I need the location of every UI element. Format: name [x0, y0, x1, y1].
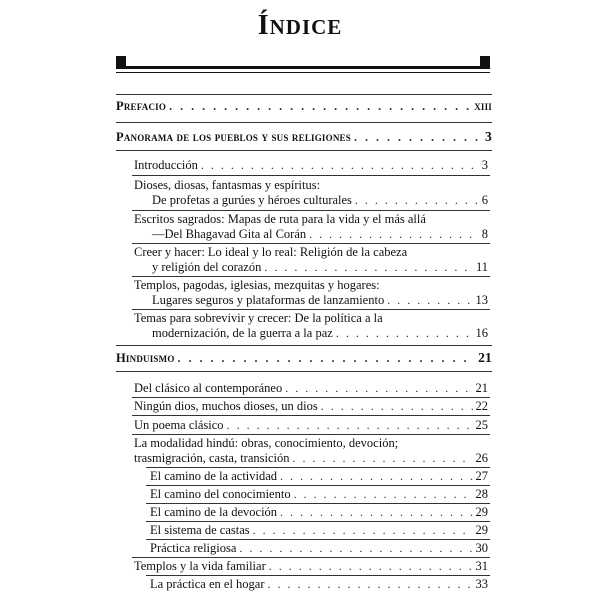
- toc-entry[interactable]: De profetas a gurúes y héroes culturales . . . 6: [152, 193, 488, 208]
- entry-divider: [146, 485, 490, 486]
- entry-divider: [132, 210, 490, 211]
- entry-divider: [146, 503, 490, 504]
- toc-entry-line1: La modalidad hindú: obras, conocimiento, devoción;: [134, 436, 399, 450]
- entry-title: Panorama de los pueblos y sus religiones: [116, 130, 351, 144]
- toc-entry-line1: Templos, pagodas, iglesias, mezquitas y hogares:: [134, 278, 380, 292]
- section-divider: [116, 345, 492, 346]
- dot-leader: [336, 326, 473, 341]
- dot-leader: [355, 193, 479, 208]
- dot-leader: [239, 541, 472, 556]
- toc-entry-hinduismo[interactable]: [116, 350, 492, 366]
- entry-page: xiii: [474, 98, 492, 113]
- title-rest: NDICE: [269, 15, 343, 39]
- dot-leader: [169, 99, 471, 114]
- dot-leader: [253, 523, 473, 538]
- dot-leader: [280, 505, 472, 520]
- toc-entry[interactable]: Lugares seguros y plataformas de lanzamiento . . . 13: [152, 293, 488, 308]
- section-divider: [116, 371, 492, 372]
- dot-leader: [264, 260, 473, 275]
- entry-divider: [146, 539, 490, 540]
- dot-leader: [178, 351, 476, 366]
- dot-leader: [294, 487, 473, 502]
- toc-entry[interactable]: El camino de la actividad . . . 27: [150, 469, 488, 484]
- entry-divider: [146, 575, 490, 576]
- toc-entry[interactable]: trasmigración, casta, transición . . . 26: [134, 451, 488, 466]
- toc-entry-prefacio[interactable]: [116, 98, 492, 114]
- toc-entry[interactable]: y religión del corazón . . . 11: [152, 260, 488, 275]
- toc-entry[interactable]: El sistema de castas . . . 29: [150, 523, 488, 538]
- dot-leader: [285, 381, 472, 396]
- entry-title: Prefacio: [116, 99, 167, 113]
- toc-entry[interactable]: Del clásico al contemporáneo . . . 21: [134, 381, 488, 396]
- toc-entry[interactable]: El camino de la devoción . . . 29: [150, 505, 488, 520]
- entry-divider: [132, 175, 490, 176]
- title-initial: Í: [257, 10, 270, 41]
- dot-leader: [227, 418, 473, 433]
- entry-divider: [132, 309, 490, 310]
- toc-entry-line1: Escritos sagrados: Mapas de ruta para la vida y el más allá: [134, 212, 426, 226]
- entry-divider: [132, 415, 490, 416]
- section-divider: [116, 122, 492, 123]
- toc-entry[interactable]: Ningún dios, muchos dioses, un dios . . . 22: [134, 399, 488, 414]
- dot-leader: [309, 227, 479, 242]
- section-divider: [116, 94, 492, 95]
- entry-divider: [132, 276, 490, 277]
- toc-entry[interactable]: Introducción . . . 3: [134, 158, 488, 173]
- entry-divider: [146, 467, 490, 468]
- toc-entry-line1: Creer y hacer: Lo ideal y lo real: Religión de la cabeza: [134, 245, 408, 259]
- entry-page: 21: [478, 350, 492, 365]
- toc-entry[interactable]: Templos y la vida familiar . . . 31: [134, 559, 488, 574]
- toc-entry[interactable]: El camino del conocimiento . . . 28: [150, 487, 488, 502]
- rule-square-right: [480, 56, 490, 66]
- section-divider: [116, 150, 492, 151]
- page-title: [0, 10, 600, 42]
- toc-entry[interactable]: modernización, de la guerra a la paz . . . 16: [152, 326, 488, 341]
- dot-leader: [354, 130, 482, 145]
- rule-square-left: [116, 56, 126, 66]
- toc-entry-panorama[interactable]: [116, 129, 492, 145]
- entry-page: 3: [485, 129, 492, 144]
- entry-divider: [146, 521, 490, 522]
- rule-thick-bar: [116, 66, 490, 69]
- dot-leader: [201, 158, 479, 173]
- entry-title: Hinduismo: [116, 351, 175, 365]
- toc-entry-line1: Dioses, diosas, fantasmas y espíritus:: [134, 178, 321, 192]
- dot-leader: [321, 399, 473, 414]
- dot-leader: [268, 577, 473, 592]
- toc-entry[interactable]: La práctica en el hogar . . . 33: [150, 577, 488, 592]
- entry-divider: [132, 557, 490, 558]
- toc-entry-line1: Temas para sobrevivir y crecer: De la política a la: [134, 311, 383, 325]
- toc-entry[interactable]: Un poema clásico . . . 25: [134, 418, 488, 433]
- dot-leader: [293, 451, 473, 466]
- entry-divider: [132, 243, 490, 244]
- rule-thin-bar: [116, 72, 490, 73]
- entry-divider: [132, 397, 490, 398]
- dot-leader: [280, 469, 472, 484]
- toc-entry[interactable]: Práctica religiosa . . . 30: [150, 541, 488, 556]
- entry-divider: [132, 434, 490, 435]
- dot-leader: [269, 559, 473, 574]
- dot-leader: [387, 293, 472, 308]
- title-rule: [116, 56, 490, 80]
- toc-entry[interactable]: —Del Bhagavad Gita al Corán . . . 8: [152, 227, 488, 242]
